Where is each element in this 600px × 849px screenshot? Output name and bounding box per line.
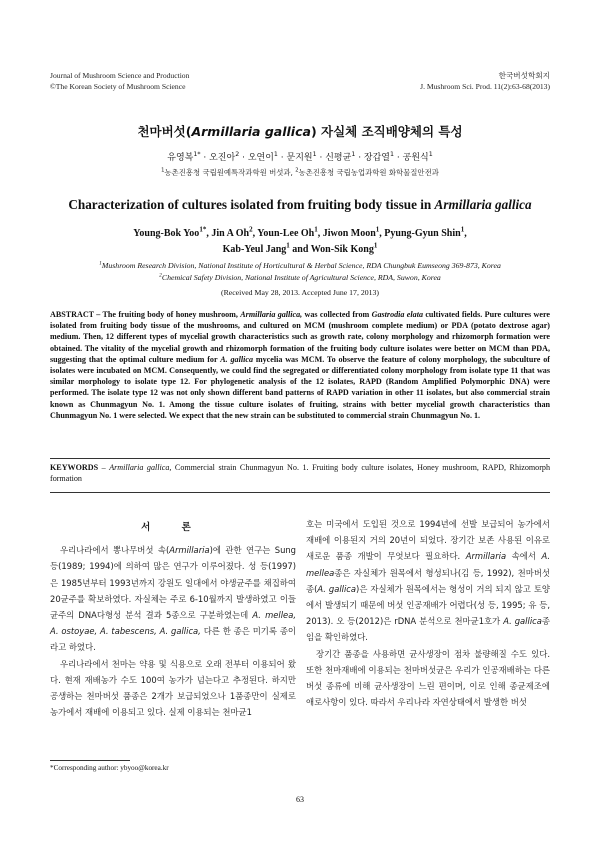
journal-name-ko: 한국버섯학회지 xyxy=(498,71,550,80)
page-number: 63 xyxy=(296,795,304,804)
journal-header-right xyxy=(420,70,550,92)
affiliation-english-1: $^1$Mushroom Research Division, National Institute of Horticultural & Herbal Science, RDA Chungbuk Eumseong 369-873, Korea xyxy=(99,260,501,270)
keywords-label: KEYWORDS xyxy=(50,463,99,472)
received-dates: (Received May 28, 2013. Accepted June 17, 2013) xyxy=(220,288,380,297)
keywords: KEYWORDS – Armillaria gallica, Commercial strain Chunmagyun No. 1. Fruiting body culture isolates, Honey mushroom, RAPD, Rhizomorph formation xyxy=(50,463,551,484)
body-column-left xyxy=(50,520,296,720)
section-title-introduction: 서 론 xyxy=(141,522,205,533)
keywords-divider xyxy=(50,492,550,493)
paragraph: 우리나라에서 뽕나무버섯 속(Armillaria)에 관한 연구는 Sung 등(1989; 1994)에 의하여 많은 연구가 이루어졌다. 성 등(1997)은 1985년부터 1993년까지 강원도 일대에서 야생균주를 채집하여 20균주를 확보하였다. 자실체는 주로 6-10월까지 발생하였고 이들 균주의 DNA다형성 분석 결과 5종으로 구분하였는데 A. mellea, A. ostoyae, A. tabescens, A. gallica, 다른 한 종은 미기록 종이라고 하였다. xyxy=(50,545,297,653)
journal-name: Journal of Mushroom Science and Production xyxy=(50,71,190,80)
abstract-divider xyxy=(50,458,550,459)
abstract-label: ABSTRACT xyxy=(50,310,94,319)
affiliation-english xyxy=(0,260,600,284)
footnote-divider xyxy=(50,760,130,761)
authors-korean: 유영복$^{1*}$ · 오진아$^2$ · 오연이$^1$ · 문지원$^1$ · 신평균$^1$ · 장갑열$^1$ · 공원식$^1$ xyxy=(167,151,433,163)
authors-english-line1: Young-Bok Yoo$^{1*}$, Jin A Oh$^2$, Youn-Lee Oh$^1$, Jiwon Moon$^1$, Pyung-Gyun Shin$^1$, xyxy=(133,225,467,239)
title-korean: 천마버섯(Armillaria gallica) 자실체 조직배양체의 특성 xyxy=(137,124,463,139)
footnote-corresponding-author: *Corresponding author: ybyoo@korea.kr xyxy=(50,764,169,772)
authors-english-line2: Kab-Yeul Jang$^1$ and Won-Sik Kong$^1$ xyxy=(222,241,378,255)
paragraph: 장기간 품종을 사용하면 균사생장이 점차 불량해질 수도 있다. 또한 천마재배에 이용되는 천마버섯균은 우리가 인공재배하는 다른 버섯 종류에 비해 균사생장이 느린 편이며, 이로 인해 종균제조에 애로사항이 있다. 따라서 우리나라 자연상태에서 발생한 버섯 xyxy=(306,648,550,708)
paragraph: 호는 미국에서 도입된 것으로 1994년에 선발 보급되어 농가에서 재배에 이용된지 거의 20년이 되었다. 장기간 보존 사용된 이유로 새로운 품종 개발이 무엇보다 필요하다. Armillaria 속에서 A. mellea종은 자실체가 원목에서 형성되나(김 등, 1992), 천마버섯종(A. gallica)은 자실체가 원목에서는 형성이 거의 되지 않고 토양에서 발생되기 때문에 버섯 인공재배가 어렵다(성 등, 1995; 유 등, 2013). 오 등(2012)은 rDNA 분석으로 천마균1호가 A. gallica종임을 확인하였다. xyxy=(306,519,551,643)
abstract: ABSTRACT – The fruiting body of honey mushroom, Armillaria gallica, was collected from Gastrodia elata cultivated fields. Pure cultures were isolated from fruiting body tissue of the mushrooms, and cultured on MCM (mushroom complete medium) or PDA (potato dextrose agar) medium. Then, 12 different types of mycelial growth characteristics such as growth rate, colony morphology and rhizomorph formation were obtained. The vitality of the mycelial growth and rhizomorph formation of the fruiting body culture isolates were better on MCM than PDA, suggesting that the optimal culture medium for A. gallica mycelia was MCM. To observe the feature of colony morphology, the subculture of isolates were incubated on MCM. Consequently, we could find the segregated or differentiated colony morphology from isolate type 11 that was similar morphology to isolate type 12. For phylogenetic analysis of the 12 isolates, RAPD (Random Amplified Polymorphic DNA) were performed. The isolate type 12 was not only shown different band patterns of RAPD variation in other 11 isolates, but also commercial strain known as Chunmagyun No. 1. Among the tissue culture isolates of fruiting, strains with better mycelial growth characteristics than Chunmagyun No. 1 were selected. We expect that the new strain can be substituted to commercial strain Chunmagyun No. 1. xyxy=(50,310,550,420)
affiliation-korean: $^1$농촌진흥청 국립원예특작과학원 버섯과, $^2$농촌진흥청 국립농업과학원 화학물질안전과 xyxy=(161,167,439,177)
society-name: ©The Korean Society of Mushroom Science xyxy=(50,82,186,91)
journal-header-left xyxy=(50,70,189,92)
affiliation-english-2: $^2$Chemical Safety Division, National Institute of Agricultural Science, RDA, Suwon, Korea xyxy=(159,272,441,282)
body-column-right xyxy=(306,516,550,710)
title-english: Characterization of cultures isolated from fruiting body tissue in Armillaria gallica xyxy=(68,197,532,212)
paragraph: 우리나라에서 천마는 약용 및 식용으로 오래 전부터 이용되어 왔다. 현재 재배농가 수도 100여 농가가 넘는다고 추정된다. 하지만 공생하는 천마버섯 품종은 2개가 보급되었으나 1품종만이 실제로 농가에서 재배에 이용되고 있다. 실제 이용되는 천마균1 xyxy=(50,658,296,718)
journal-citation: J. Mushroom Sci. Prod. 11(2):63-68(2013) xyxy=(420,82,550,91)
authors-english xyxy=(80,226,520,258)
